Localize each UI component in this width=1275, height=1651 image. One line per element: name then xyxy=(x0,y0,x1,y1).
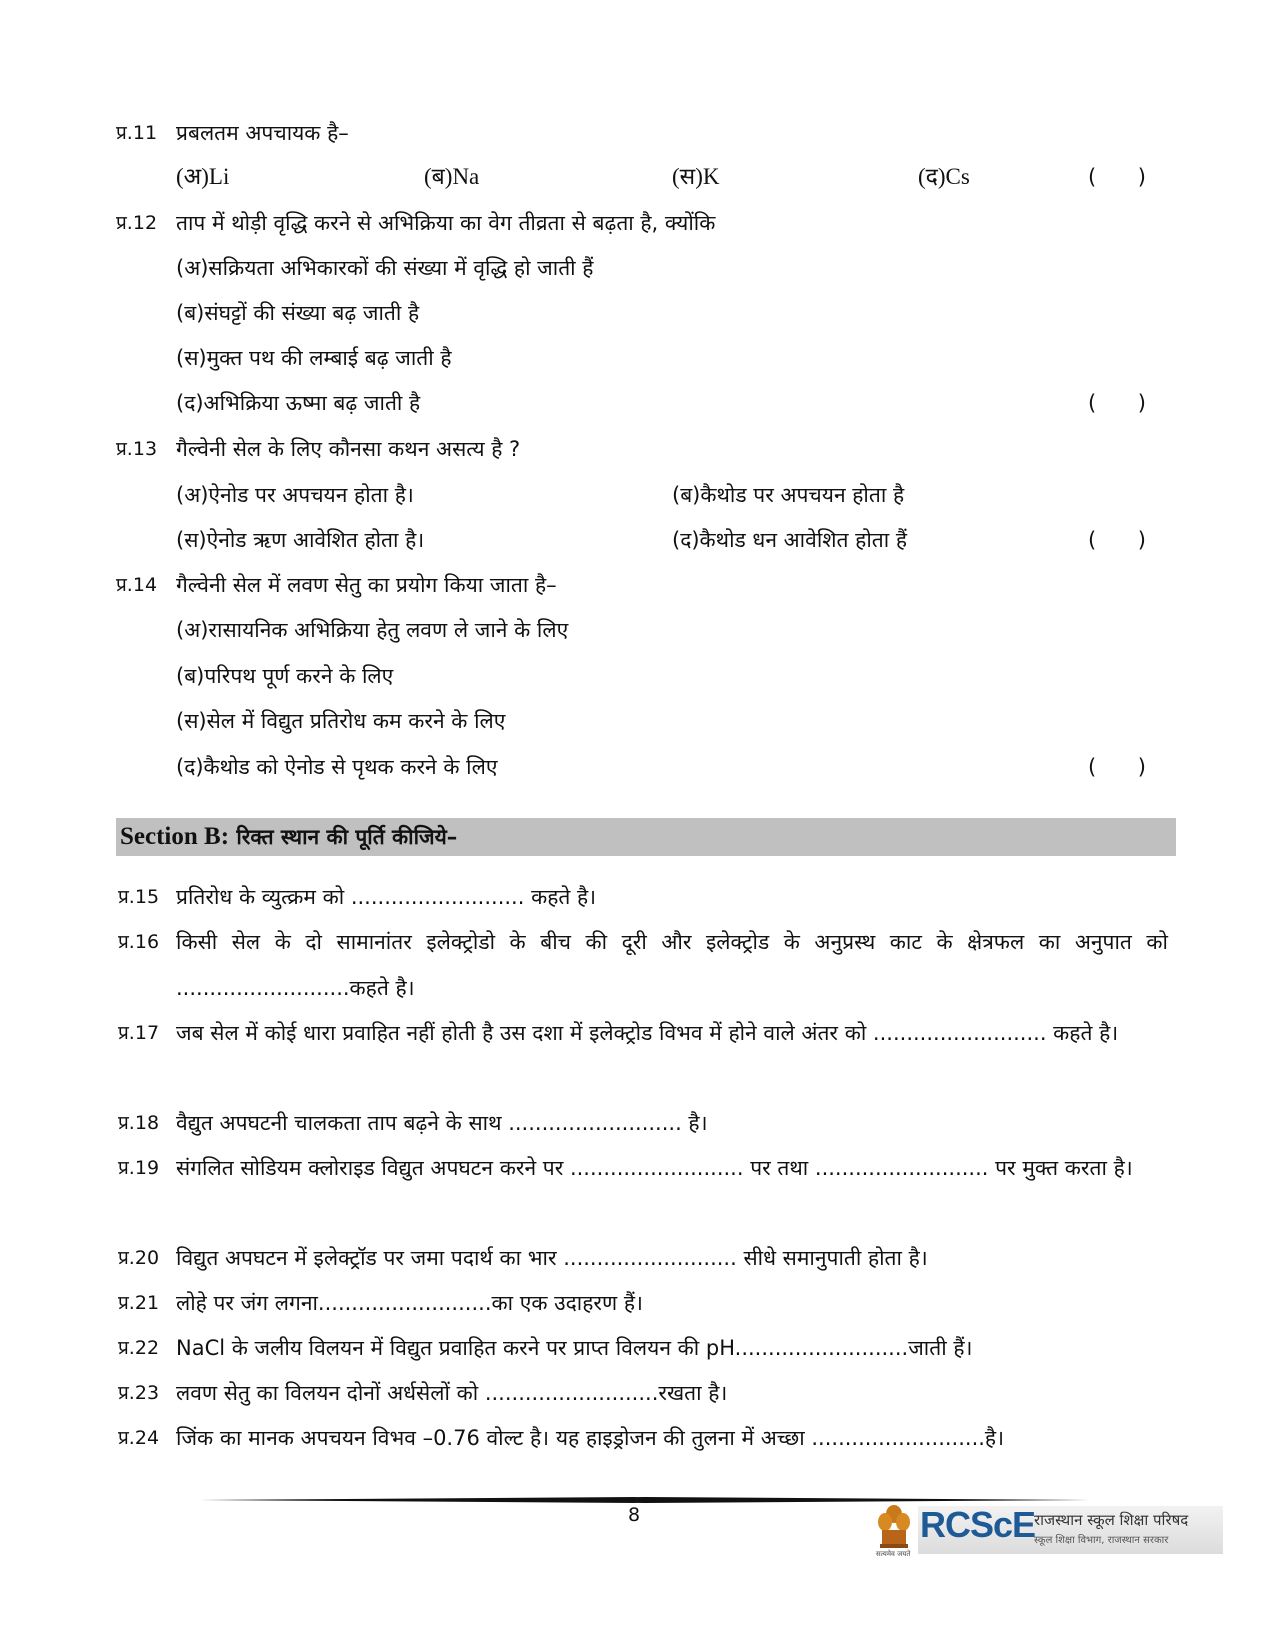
question-text: NaCl के जलीय विलयन में विद्युत प्रवाहित करने पर प्राप्त विलयन की pH..........................जाती हैं। xyxy=(176,1336,973,1360)
question-15 xyxy=(118,874,1168,920)
question-text: लोहे पर जंग लगना..........................का एक उदाहरण हैं। xyxy=(176,1291,643,1315)
question-number: प्र.22 xyxy=(118,1337,160,1359)
question-number: प्र.12 xyxy=(116,212,158,234)
option-b: (ब)कैथोड पर अपचयन होता है xyxy=(672,483,905,507)
question-text: प्रतिरोध के व्युत्क्रम को .......................... कहते है। xyxy=(176,885,597,909)
question-text: प्रबलतम अपचायक है– xyxy=(176,121,349,145)
question-text: जब सेल में कोई धारा प्रवाहित नहीं होती है उस दशा में इलेक्ट्रोड विभव में होने वाले अंतर को .......................... कहते है। xyxy=(176,1021,1119,1045)
section-title: रिक्त स्थान की पूर्ति कीजिये– xyxy=(236,825,458,849)
question-17 xyxy=(118,1010,1168,1102)
rcsce-logo xyxy=(874,1502,1229,1562)
question-text: वैद्युत अपघटनी चालकता ताप बढ़ने के साथ .......................... है। xyxy=(176,1111,708,1135)
section-b-header xyxy=(116,818,1176,856)
question-21 xyxy=(118,1280,1168,1326)
question-number: प्र.11 xyxy=(116,122,158,144)
answer-blank: ( ) xyxy=(1088,755,1146,779)
question-number: प्र.16 xyxy=(118,931,160,953)
question-18 xyxy=(118,1100,1168,1146)
section-label: Section B: xyxy=(120,823,230,850)
question-number: प्र.19 xyxy=(118,1157,160,1179)
question-number: प्र.17 xyxy=(118,1022,160,1044)
question-text: गैल्वेनी सेल में लवण सेतु का प्रयोग किया जाता है– xyxy=(176,573,557,597)
logo-subtitle: स्कूल शिक्षा विभाग, राजस्थान सरकार xyxy=(1034,1535,1169,1546)
option-a: (अ)सक्रियता अभिकारकों की संख्या में वृद्धि हो जाती हैं xyxy=(176,256,594,280)
question-22 xyxy=(118,1325,1168,1371)
question-number: प्र.18 xyxy=(118,1112,160,1134)
answer-blank: ( ) xyxy=(1088,528,1146,552)
question-text: ताप में थोड़ी वृद्धि करने से अभिक्रिया का वेग तीव्रता से बढ़ता है, क्योंकि xyxy=(176,211,716,235)
option-b: (ब)संघट्टों की संख्या बढ़ जाती है xyxy=(176,301,420,325)
option-a: (अ)रासायनिक अभिक्रिया हेतु लवण ले जाने के लिए xyxy=(176,618,569,642)
page-number: 8 xyxy=(628,1504,641,1526)
question-number: प्र.23 xyxy=(118,1382,160,1404)
question-19 xyxy=(118,1145,1168,1237)
option-d: (द)कैथोड धन आवेशित होता हैं xyxy=(672,528,908,552)
option-a: (अ)Li xyxy=(176,164,230,189)
option-c: (स)K xyxy=(672,164,720,189)
question-text: गैल्वेनी सेल के लिए कौनसा कथन असत्य है ? xyxy=(176,437,521,461)
option-c: (स)मुक्त पथ की लम्बाई बढ़ जाती है xyxy=(176,346,452,370)
option-b: (ब)परिपथ पूर्ण करने के लिए xyxy=(176,664,394,688)
option-c: (स)ऐनोड ऋण आवेशित होता है। xyxy=(176,528,425,552)
question-text: लवण सेतु का विलयन दोनों अर्धसेलों को ..........................रखता है। xyxy=(176,1381,728,1405)
question-text: किसी सेल के दो सामानांतर इलेक्ट्रोडो के बीच की दूरी और इलेक्ट्रोड के अनुप्रस्थ काट के क्षेत्रफल का अनुपात को ..........................कहते है। xyxy=(176,930,1168,1000)
question-number: प्र.14 xyxy=(116,574,158,596)
question-20 xyxy=(118,1235,1168,1281)
question-number: प्र.21 xyxy=(118,1292,160,1314)
option-d: (द)अभिक्रिया ऊष्मा बढ़ जाती है xyxy=(176,391,421,415)
option-c: (स)सेल में विद्युत प्रतिरोध कम करने के लिए xyxy=(176,709,506,733)
question-number: प्र.13 xyxy=(116,438,158,460)
logo-title: राजस्थान स्कूल शिक्षा परिषद xyxy=(1034,1511,1189,1529)
question-number: प्र.24 xyxy=(118,1427,160,1449)
option-d: (द)कैथोड को ऐनोड से पृथक करने के लिए xyxy=(176,755,498,779)
question-text: विद्युत अपघटन में इलेक्ट्रॉड पर जमा पदार्थ का भार .......................... सीधे समानुपाती होता है। xyxy=(176,1246,928,1270)
option-b: (ब)Na xyxy=(424,164,480,189)
question-16 xyxy=(118,919,1168,1011)
question-23 xyxy=(118,1370,1168,1416)
question-number: प्र.20 xyxy=(118,1247,160,1269)
option-a: (अ)ऐनोड पर अपचयन होता है। xyxy=(176,483,414,507)
option-d: (द)Cs xyxy=(918,164,970,189)
answer-blank: ( ) xyxy=(1088,165,1146,189)
question-text: संगलित सोडियम क्लोराइड विद्युत अपघटन करने पर .......................... पर तथा .......................... पर मुक्त करता है। xyxy=(176,1156,1133,1180)
emblem-caption: सत्यमेव जयते xyxy=(876,1550,911,1558)
question-24 xyxy=(118,1415,1168,1461)
answer-blank: ( ) xyxy=(1088,391,1146,415)
question-number: प्र.15 xyxy=(118,886,160,908)
question-text: जिंक का मानक अपचयन विभव –0.76 वोल्ट है। यह हाइड्रोजन की तुलना में अच्छा ..........................है। xyxy=(176,1426,1005,1450)
logo-wordmark: RCScE xyxy=(920,1504,1036,1545)
